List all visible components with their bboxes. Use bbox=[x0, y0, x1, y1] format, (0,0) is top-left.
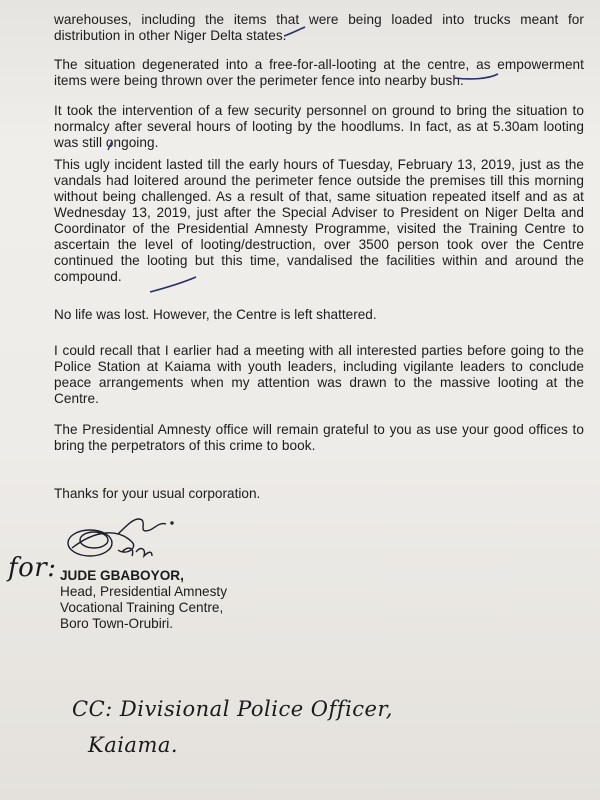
signatory-title-line-3: Boro Town-Orubiri. bbox=[60, 616, 174, 631]
closing-line: Thanks for your usual corporation. bbox=[54, 486, 261, 501]
signature-scribble bbox=[68, 519, 173, 556]
handwritten-cc-location: Kaiama. bbox=[88, 733, 179, 757]
signatory-title-line-1: Head, Presidential Amnesty bbox=[60, 584, 227, 599]
paragraph-no-life-lost: No life was lost. However, the Centre is left shattered. bbox=[54, 307, 377, 322]
paragraph-meeting-recall: I could recall that I earlier had a meeting with all interested parties before going to the Police Station at Kaiama with youth leaders, including vigilante leaders to conclude peace arrangements when my attention was drawn to the massive looting at the Centre. bbox=[54, 343, 584, 406]
paragraph-incident-details: This ugly incident lasted till the early hours of Tuesday, February 13, 2019, just as the vandals had loitered around the perimeter fence outside the premises till this morning without being challenged. As a result of that, same situation repeated itself and as at Wednesday 13, 2019, just after the Special Adviser to President on Niger Delta and Coordinator of the Presidential Amnesty Programme, visited the Training Centre to ascertain the level of looting/destruction, over 3500 person took over the Centre continued the looting but this time, vandalised the facilities within and around the compound. bbox=[54, 157, 584, 284]
handwritten-cc-line: CC: Divisional Police Officer, bbox=[72, 697, 393, 721]
handwritten-for-mark: for: bbox=[8, 553, 57, 583]
paragraph-gratitude: The Presidential Amnesty office will remain grateful to you as use your good offices to bring the perpetrators of this crime to book. bbox=[54, 422, 584, 453]
paragraph-security-intervention: It took the intervention of a few security personnel on ground to bring the situation to normalcy after several hours of looting by the hoodlums. In fact, as at 5.30am looting was still ongoing. bbox=[54, 103, 584, 150]
signatory-name: JUDE GBABOYOR, bbox=[60, 568, 184, 583]
paragraph-warehouses: warehouses, including the items that were being loaded into trucks meant for distribution in other Niger Delta states. bbox=[54, 12, 584, 43]
signatory-title-line-2: Vocational Training Centre, bbox=[60, 600, 224, 615]
paragraph-looting-situation: The situation degenerated into a free-for-all-looting at the centre, as empowerment items were being thrown over the perimeter fence into nearby bush. bbox=[54, 57, 584, 88]
